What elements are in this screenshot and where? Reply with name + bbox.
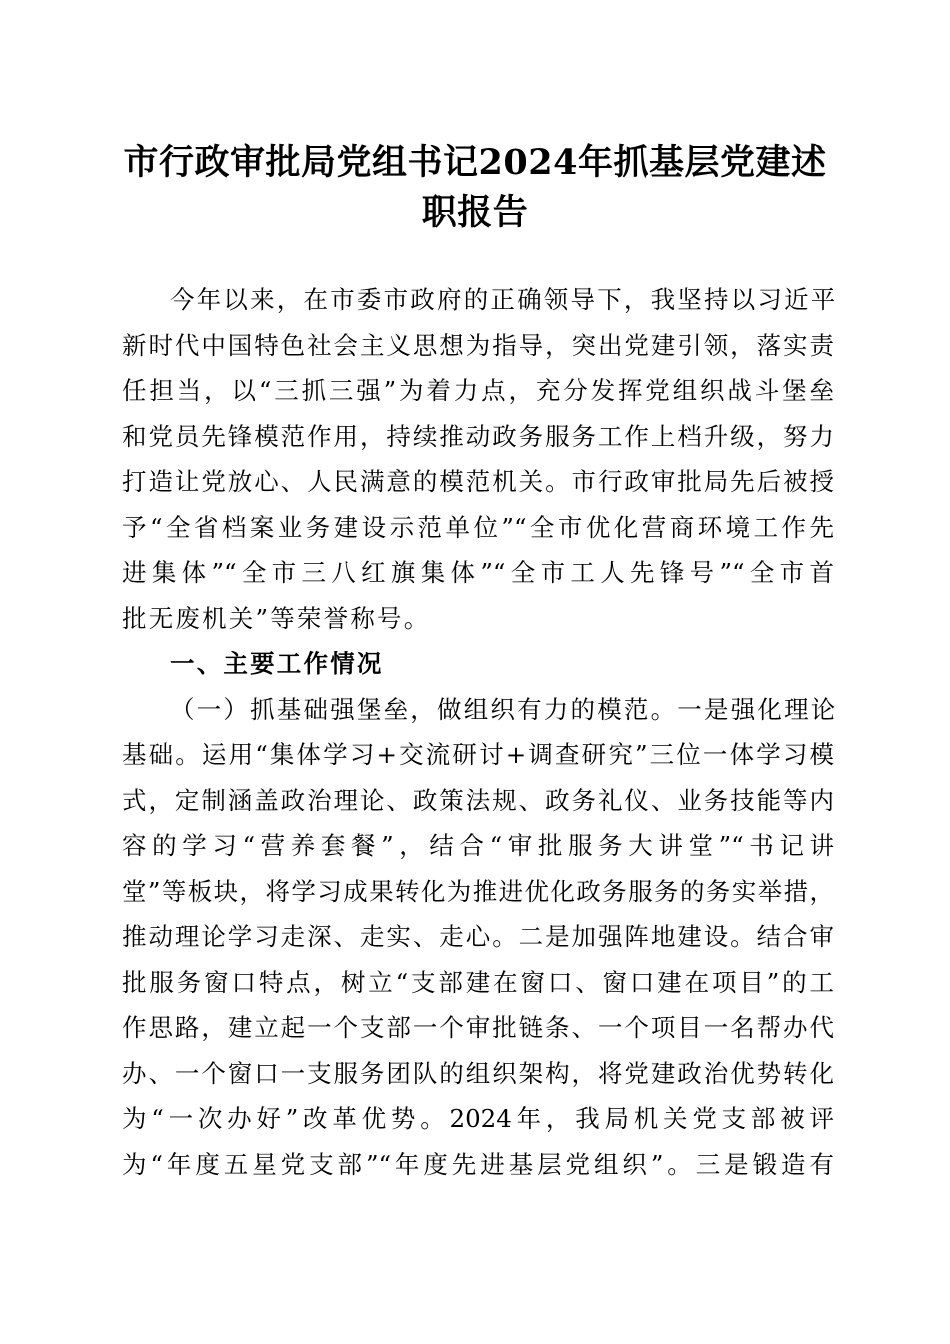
paragraph-line-2: 新时代中国特色社会主义思想为指导，突出党建引领，落实责 [122, 330, 834, 360]
paragraph-line-1: 今年以来，在市委市政府的正确领导下，我坚持以习近平 [170, 285, 838, 314]
section-heading: 一、主要工作情况 [170, 649, 384, 678]
document-title [120, 138, 830, 238]
paragraph-line-13: 容的学习“营养套餐”，结合“审批服务大讲堂”“书记讲 [122, 831, 834, 860]
paragraph-line-14: 堂”等板块，将学习成果转化为推进优化政务服务的务实举措， [122, 876, 834, 906]
paragraph-line-7: 进集体”“全市三八红旗集体”“全市工人先锋号”“全市首 [122, 558, 834, 587]
paragraph-line-12: 式，定制涵盖政治理论、政策法规、政务礼仪、业务技能等内 [122, 785, 834, 815]
paragraph-line-6: 予“全省档案业务建设示范单位”“全市优化营商环境工作先 [122, 512, 834, 542]
paragraph-line-11: 基础。运用“集体学习+交流研讨+调查研究”三位一体学习模 [122, 740, 834, 769]
paragraph-line-20: 为“年度五星党支部”“年度先进基层党组织”。三是锻造有 [122, 1149, 834, 1179]
paragraph-line-4: 和党员先锋模范作用，持续推动政务服务工作上档升级，努力 [122, 421, 834, 451]
paragraph-line-10: （一）抓基础强堡垒，做组织有力的模范。一是强化理论 [170, 694, 838, 724]
paragraph-line-8: 批无废机关”等荣誉称号。 [122, 603, 431, 633]
paragraph-line-15: 推动理论学习走深、走实、走心。二是加强阵地建设。结合审 [122, 922, 834, 951]
document-body [122, 277, 838, 1187]
paragraph-line-16: 批服务窗口特点，树立“支部建在窗口、窗口建在项目”的工 [122, 967, 834, 997]
paragraph-line-17: 作思路，建立起一个支部一个审批链条、一个项目一名帮办代 [122, 1013, 834, 1042]
title-line-2: 职报告 [421, 192, 529, 233]
title-line-1: 市行政审批局党组书记2024年抓基层党建述 [123, 142, 827, 183]
paragraph-line-5: 打造让党放心、人民满意的模范机关。市行政审批局先后被授 [122, 467, 834, 496]
paragraph-line-3: 任担当，以“三抓三强”为着力点，充分发挥党组织战斗堡垒 [122, 376, 834, 405]
paragraph-line-19: 为“一次办好”改革优势。2024年，我局机关党支部被评 [122, 1104, 834, 1133]
paragraph-line-18: 办、一个窗口一支服务团队的组织架构，将党建政治优势转化 [122, 1058, 834, 1088]
